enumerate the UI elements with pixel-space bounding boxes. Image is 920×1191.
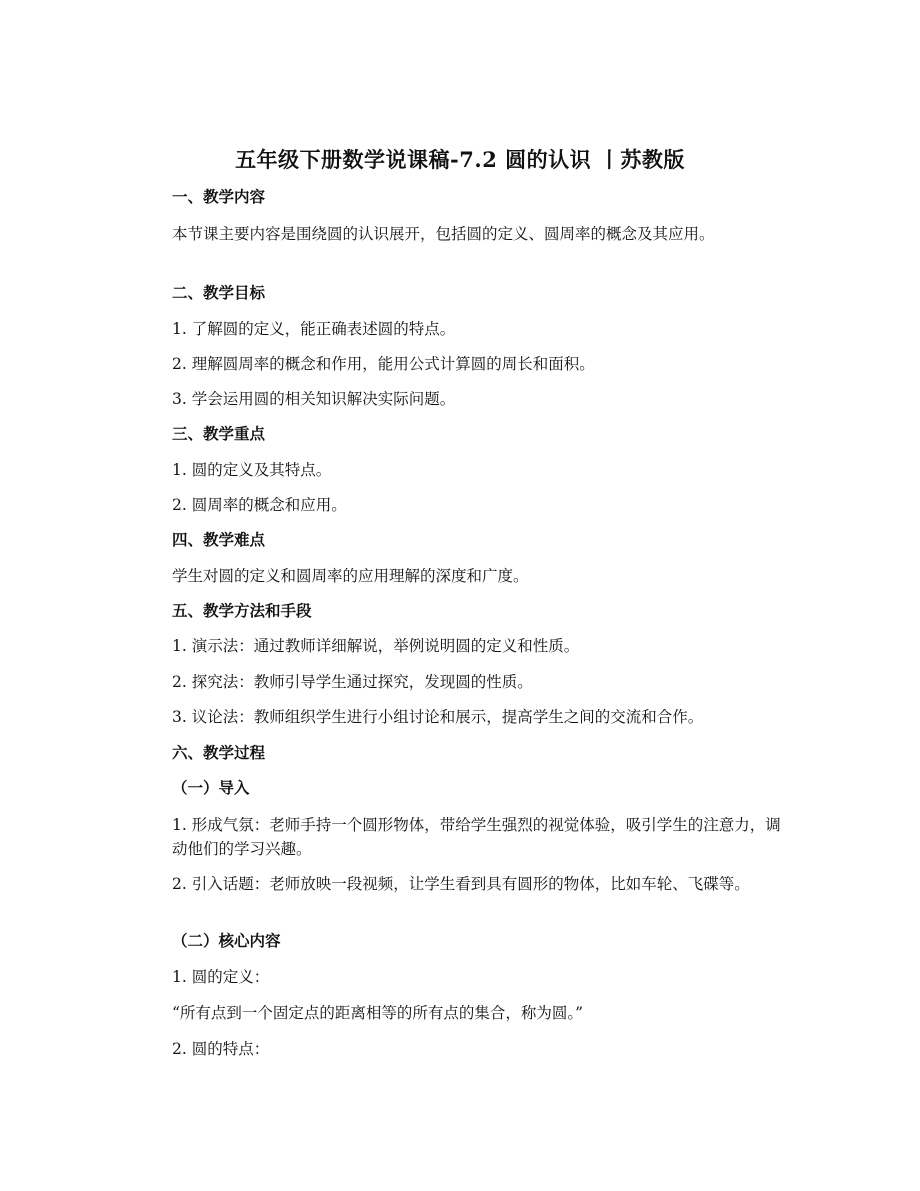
difficulty-paragraph: 学生对圆的定义和圆周率的应用理解的深度和广度。 bbox=[172, 567, 529, 585]
objective-item-3: 3. 学会运用圆的相关知识解决实际问题。 bbox=[172, 390, 456, 408]
key-point-item-2: 2. 圆周率的概念和应用。 bbox=[172, 496, 347, 514]
intro-paragraph-2: 2. 引入话题：老师放映一段视频，让学生看到具有圆形的物体，比如车轮、飞碟等。 bbox=[172, 875, 750, 893]
section-heading-content: 一、教学内容 bbox=[172, 187, 266, 206]
section-heading-key-points: 三、教学重点 bbox=[172, 424, 266, 443]
subsection-heading-intro: （一）导入 bbox=[172, 778, 250, 797]
section-heading-objectives: 二、教学目标 bbox=[172, 283, 266, 302]
subsection-heading-core: （二）核心内容 bbox=[172, 931, 281, 950]
paragraph-content-intro: 本节课主要内容是围绕圆的认识展开，包括圆的定义、圆周率的概念及其应用。 bbox=[172, 225, 715, 243]
objective-item-1: 1. 了解圆的定义，能正确表述圆的特点。 bbox=[172, 320, 456, 338]
objective-item-2: 2. 理解圆周率的概念和作用，能用公式计算圆的周长和面积。 bbox=[172, 355, 595, 373]
section-heading-process: 六、教学过程 bbox=[172, 743, 266, 762]
key-point-item-1: 1. 圆的定义及其特点。 bbox=[172, 461, 332, 479]
core-paragraph-1: 1. 圆的定义： bbox=[172, 968, 270, 986]
intro-paragraph-1: 1. 形成气氛：老师手持一个圆形物体，带给学生强烈的视觉体验，吸引学生的注意力，调动他们的学习兴趣。 bbox=[172, 816, 781, 858]
core-paragraph-3: 2. 圆的特点： bbox=[172, 1040, 270, 1058]
section-heading-difficulties: 四、教学难点 bbox=[172, 530, 266, 549]
section-heading-methods: 五、教学方法和手段 bbox=[172, 601, 312, 620]
method-item-2: 2. 探究法：教师引导学生通过探究，发现圆的性质。 bbox=[172, 673, 533, 691]
document-title: 五年级下册数学说课稿-7.2 圆的认识 丨苏教版 bbox=[235, 147, 685, 172]
core-paragraph-2: “所有点到一个固定点的距离相等的所有点的集合，称为圆。” bbox=[172, 1004, 584, 1022]
method-item-1: 1. 演示法：通过教师详细解说，举例说明圆的定义和性质。 bbox=[172, 637, 580, 655]
method-item-3: 3. 议论法：教师组织学生进行小组讨论和展示，提高学生之间的交流和合作。 bbox=[172, 708, 704, 726]
